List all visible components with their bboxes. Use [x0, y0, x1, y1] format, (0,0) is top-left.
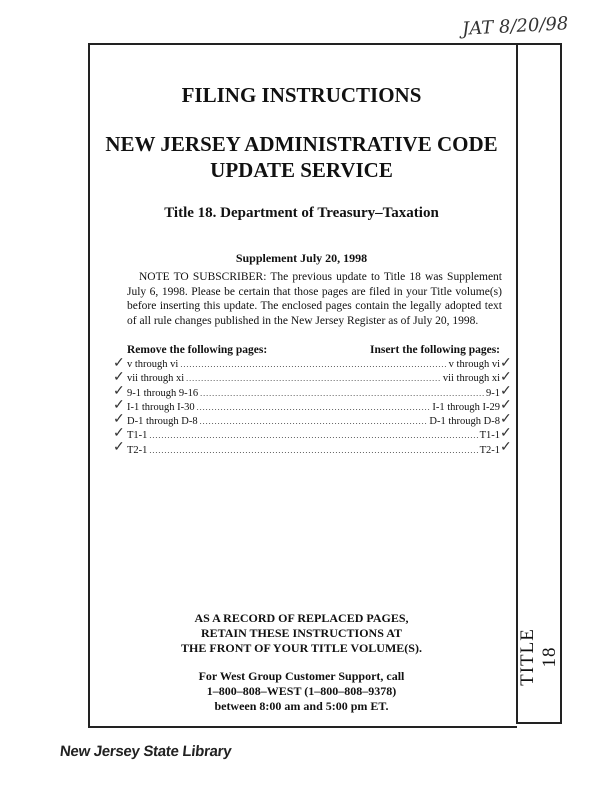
- handwritten-initials-date: JAT 8/20/98: [461, 13, 569, 40]
- remove-pages: I-1 through I-30: [127, 401, 195, 413]
- remove-pages: v through vi: [127, 359, 179, 370]
- insert-pages: T2-1: [479, 444, 500, 456]
- remove-pages: T2-1: [127, 444, 148, 456]
- checkmark-icon: ✓: [113, 412, 125, 427]
- leader-dots: [197, 401, 431, 415]
- customer-support-info: [88, 669, 515, 714]
- remove-pages-header: Remove the following pages:: [127, 344, 268, 356]
- support-hours: between 8:00 am and 5:00 pm ET.: [214, 699, 389, 713]
- code-title-line2: UPDATE SERVICE: [210, 158, 393, 182]
- checkmark-icon: ✓: [500, 412, 512, 427]
- insert-pages: T1-1: [479, 430, 500, 442]
- remove-pages: vii through xi: [127, 373, 185, 385]
- department-title: Title 18. Department of Treasury–Taxation: [164, 205, 439, 221]
- remove-pages: D-1 through D-8: [127, 416, 198, 428]
- leader-dots: [200, 415, 428, 429]
- code-title: [88, 131, 515, 183]
- checkmark-icon: ✓: [500, 398, 512, 413]
- page-row: [127, 358, 500, 372]
- leader-dots: [149, 444, 477, 458]
- checkmark-icon: ✓: [113, 370, 125, 385]
- checkmark-icon: ✓: [113, 356, 125, 371]
- record-notice: [88, 611, 515, 656]
- checkmark-icon: ✓: [500, 370, 512, 385]
- checkmark-icon: ✓: [500, 426, 512, 441]
- page-row: [127, 415, 500, 429]
- insert-pages: D-1 through D-8: [429, 416, 500, 428]
- leader-dots: [200, 387, 484, 401]
- insert-pages-header: Insert the following pages:: [369, 344, 500, 356]
- filing-instructions-title: FILING INSTRUCTIONS: [181, 83, 422, 107]
- insert-pages: 9-1: [486, 387, 500, 399]
- checkmark-icon: ✓: [113, 384, 125, 399]
- checkmark-icon: ✓: [500, 440, 512, 455]
- leader-dots: [180, 358, 446, 372]
- record-notice-line3: THE FRONT OF YOUR TITLE VOLUME(S).: [181, 641, 422, 655]
- checkmark-icon: ✓: [500, 384, 512, 399]
- title-tab-border: [516, 43, 562, 724]
- support-phone: 1–800–808–WEST (1–800–808–9378): [206, 684, 397, 698]
- remove-pages: 9-1 through 9-16: [127, 387, 199, 399]
- library-stamp: New Jersey State Library: [59, 743, 233, 760]
- checkmark-icon: ✓: [113, 398, 125, 413]
- checkmark-icon: ✓: [113, 426, 125, 441]
- title-tab-label: TITLE 18: [517, 628, 560, 686]
- leader-dots: [186, 372, 441, 386]
- insert-pages: v through vi: [448, 359, 500, 370]
- insert-pages: vii through xi: [442, 373, 500, 385]
- page-row: [127, 372, 500, 386]
- checkmark-icon: ✓: [113, 440, 125, 455]
- pages-list: [127, 358, 500, 458]
- checkmark-icon: ✓: [500, 356, 512, 371]
- code-title-line1: NEW JERSEY ADMINISTRATIVE CODE: [105, 132, 498, 156]
- remove-pages: T1-1: [127, 430, 148, 442]
- page-row: [127, 401, 500, 415]
- supplement-date: Supplement July 20, 1998: [235, 251, 368, 265]
- record-notice-line1: AS A RECORD OF REPLACED PAGES,: [194, 611, 409, 625]
- page-row: [127, 444, 500, 458]
- insert-pages: I-1 through I-29: [432, 401, 500, 413]
- record-notice-line2: RETAIN THESE INSTRUCTIONS AT: [200, 626, 403, 640]
- note-to-subscriber: NOTE TO SUBSCRIBER: The previous update to Title 18 was Supplement July 6, 1998. Please be certain that those pages are filed in your Title volume(s) before inserting this update. The enclosed pages contain the legally adopted text of all rule changes published in the New Jersey Register as of July 20, 1998.: [127, 271, 502, 327]
- pages-header: [127, 344, 500, 356]
- page-row: [127, 387, 500, 401]
- leader-dots: [149, 429, 477, 443]
- page-row: [127, 429, 500, 443]
- support-line1: For West Group Customer Support, call: [198, 669, 405, 683]
